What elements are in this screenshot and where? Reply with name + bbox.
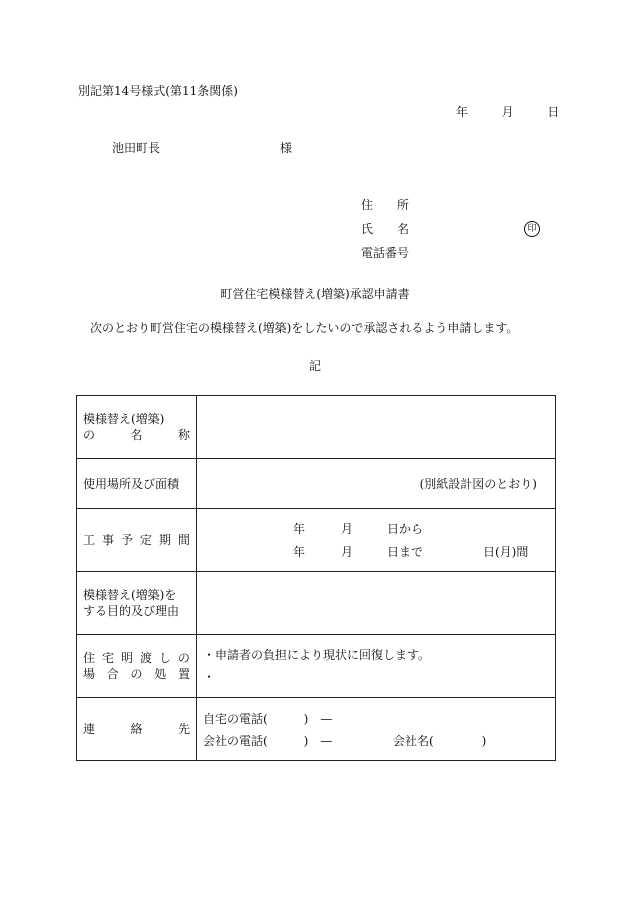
table-row bbox=[77, 396, 556, 459]
table-row bbox=[77, 635, 556, 698]
end-day: 日まで bbox=[387, 545, 424, 559]
purpose-reason-label: 模様替え(増築)を する目的及び理由 bbox=[77, 572, 197, 635]
restore-statement: ・申請者の負担により現状に回復します。 bbox=[203, 648, 431, 662]
name-label: 氏 名 bbox=[361, 222, 410, 236]
table-row bbox=[77, 509, 556, 572]
application-table bbox=[76, 395, 556, 761]
start-month: 月 bbox=[341, 522, 354, 536]
construction-period-field[interactable] bbox=[197, 509, 556, 572]
table-row bbox=[77, 459, 556, 509]
seal-mark: 印 bbox=[524, 221, 540, 237]
addressee-honorific: 様 bbox=[280, 141, 293, 155]
renovation-name-field[interactable] bbox=[197, 396, 556, 459]
work-phone-line: 会社の電話( ) — bbox=[203, 734, 333, 748]
form-number-label: 別記第14号様式(第11条関係) bbox=[78, 84, 238, 98]
table-row bbox=[77, 698, 556, 761]
period-days: 日(月)間 bbox=[483, 545, 529, 559]
phone-label: 電話番号 bbox=[361, 246, 410, 260]
start-day: 日から bbox=[387, 522, 424, 536]
location-area-note: (別紙設計図のとおり) bbox=[419, 477, 537, 491]
start-year: 年 bbox=[293, 522, 306, 536]
date-month: 月 bbox=[501, 105, 514, 119]
vacating-measures-field[interactable] bbox=[197, 635, 556, 698]
end-month: 月 bbox=[341, 545, 354, 559]
renovation-name-label: 模様替え(増築) の 名 称 bbox=[77, 396, 197, 459]
address-label: 住 所 bbox=[361, 198, 410, 212]
purpose-reason-field[interactable] bbox=[197, 572, 556, 635]
body-text: 次のとおり町営住宅の模様替え(増築)をしたいので承認されるよう申請します。 bbox=[90, 321, 519, 335]
contact-label: 連 絡 先 bbox=[77, 698, 197, 761]
vacating-measures-label: 住 宅 明 渡 し の 場 合 の 処 置 bbox=[77, 635, 197, 698]
location-area-label: 使用場所及び面積 bbox=[77, 459, 197, 509]
contact-field[interactable] bbox=[197, 698, 556, 761]
additional-item: ・ bbox=[203, 670, 216, 684]
date-day: 日 bbox=[547, 105, 560, 119]
home-phone-line: 自宅の電話( ) — bbox=[203, 712, 333, 726]
end-year: 年 bbox=[293, 545, 306, 559]
ki-marker: 記 bbox=[308, 359, 321, 373]
table-row bbox=[77, 572, 556, 635]
construction-period-label: 工 事 予 定 期 間 bbox=[77, 509, 197, 572]
date-year: 年 bbox=[456, 105, 469, 119]
date-line bbox=[456, 106, 559, 118]
location-area-field[interactable] bbox=[197, 459, 556, 509]
company-name-line: 会社名( ) bbox=[393, 734, 487, 748]
addressee: 池田町長 bbox=[112, 141, 161, 155]
document-title: 町営住宅模様替え(増築)承認申請書 bbox=[220, 287, 410, 301]
